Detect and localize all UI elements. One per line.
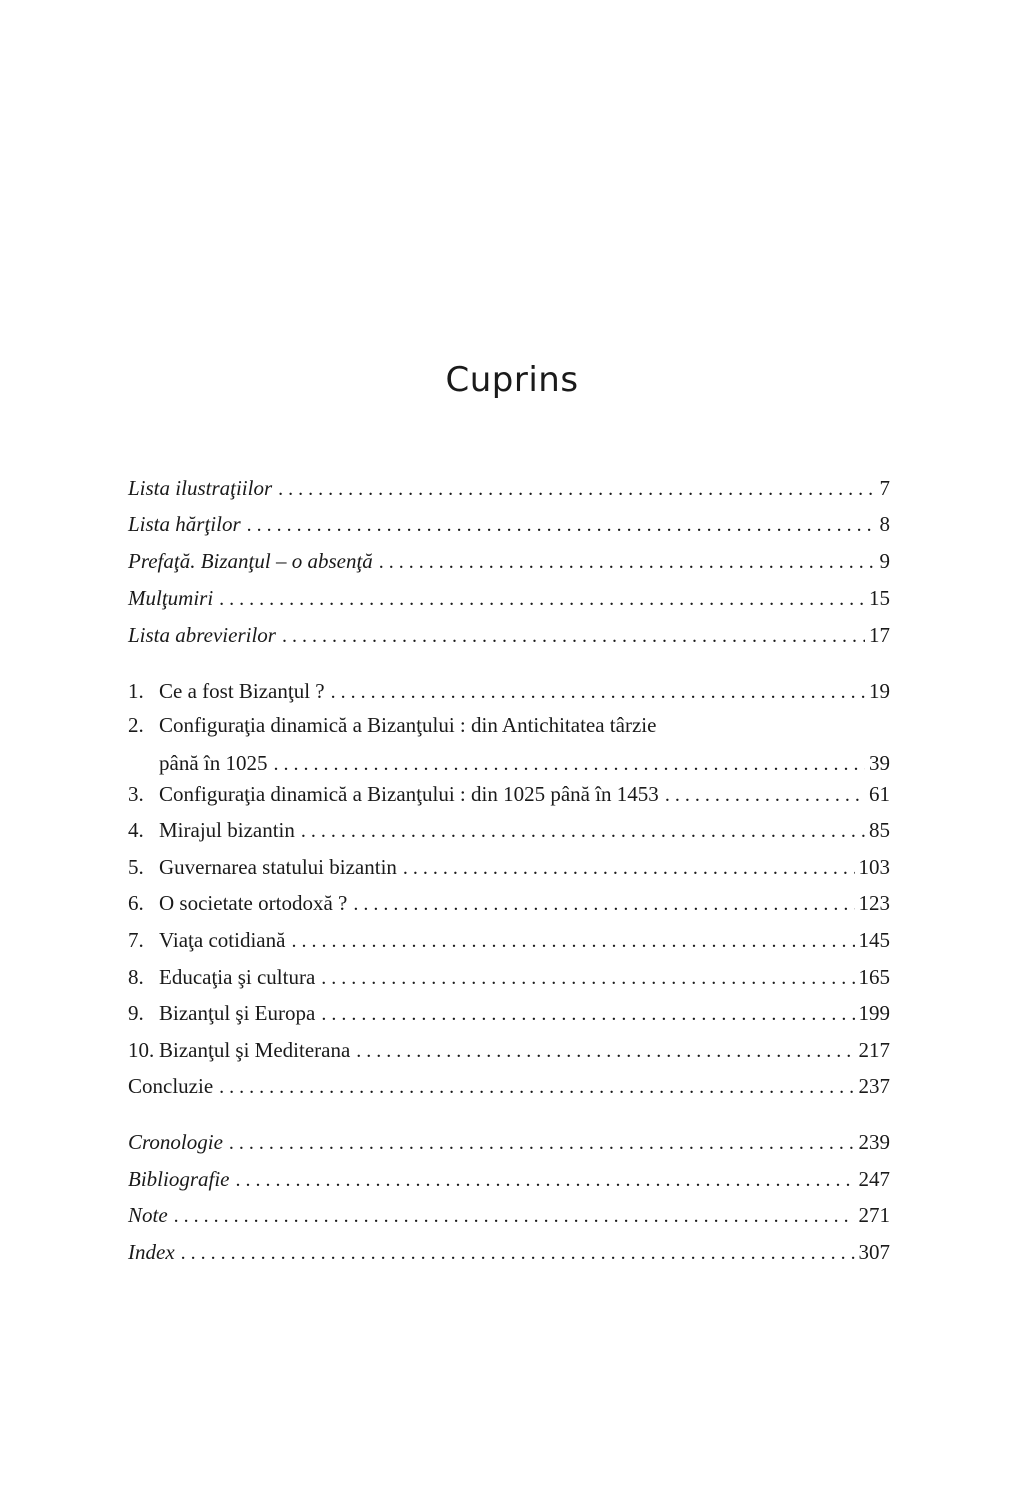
dot-leader [229,1127,855,1159]
toc-entry-page: 103 [858,855,890,879]
toc-entry-maps[interactable] [128,508,890,540]
toc-entry-label: Lista ilustraţiilor [128,476,273,500]
toc-entry-page: 17 [869,623,890,647]
toc-entry-bibliography[interactable] [128,1163,890,1195]
toc-entry-page: 217 [858,1038,890,1062]
chapter-number: 9. [128,1001,144,1025]
dot-leader [403,852,855,884]
toc-entry-page: 8 [879,512,890,536]
chapter-number: 6. [128,891,144,915]
toc-entry-page: 19 [869,679,890,703]
dot-leader [174,1200,855,1232]
toc-entry-label: Viaţa cotidiană [159,928,286,952]
toc-entry-label: Prefaţă. Bizanţul – o absenţă [128,549,373,573]
toc-entry-label: Mulţumiri [128,586,214,610]
chapter-number: 2. [128,713,144,737]
dot-leader [353,888,854,920]
toc-entry-preface[interactable] [128,545,890,577]
toc-entry-label: Configuraţia dinamică a Bizanţului : din 1025 până în 1453 [159,782,659,806]
dot-leader [291,925,854,957]
dot-leader [321,998,854,1030]
toc-entry-label: Cronologie [128,1130,223,1154]
chapter-number: 3. [128,782,144,806]
toc-entry-page: 165 [858,965,890,989]
chapter-number: 5. [128,855,144,879]
toc-chapter-6[interactable] [128,887,890,919]
chapter-number: 8. [128,965,144,989]
toc-entry-page: 239 [858,1130,890,1154]
dot-leader [321,962,854,994]
toc-entry-label: Educaţia şi cultura [159,965,316,989]
chapter-number: 7. [128,928,144,952]
toc-entry-page: 307 [858,1240,890,1264]
toc-chapter-1[interactable] [128,675,890,707]
dot-leader [273,748,865,780]
dot-leader [219,1071,854,1103]
toc-chapter-8[interactable] [128,961,890,993]
toc-entry-page: 39 [869,751,890,775]
toc-entry-page: 7 [879,476,890,500]
dot-leader [356,1035,854,1067]
toc-entry-conclusion[interactable] [128,1070,890,1102]
toc-entry-label: Lista hărţilor [128,512,241,536]
toc-entry-label: O societate ortodoxă ? [159,891,348,915]
dot-leader [379,546,876,578]
toc-chapter-9[interactable] [128,997,890,1029]
toc-entry-page: 199 [858,1001,890,1025]
toc-entry-page: 145 [858,928,890,952]
toc-entry-page: 123 [858,891,890,915]
toc-entry-page: 15 [869,586,890,610]
chapter-number: 4. [128,818,144,842]
dot-leader [282,620,865,652]
dot-leader [331,676,865,708]
toc-entry-label-line1: Configuraţia dinamică a Bizanţului : din Antichitatea târzie [159,713,657,737]
toc-entry-label: Lista abrevierilor [128,623,276,647]
toc-chapter-7[interactable] [128,924,890,956]
toc-entry-label: Note [128,1203,168,1227]
toc-chapter-10[interactable] [128,1034,890,1066]
toc-entry-label: Concluzie [128,1074,214,1098]
toc-entry-acknowledgements[interactable] [128,582,890,614]
toc-entry-index[interactable] [128,1236,890,1268]
toc-entry-page: 247 [858,1167,890,1191]
dot-leader [665,779,865,811]
toc-entry-abbreviations[interactable] [128,619,890,651]
dot-leader [247,509,876,541]
toc-entry-page: 271 [858,1203,890,1227]
toc-entry-page: 9 [879,549,890,573]
toc-entry-page: 61 [869,782,890,806]
toc-entry-label: Bibliografie [128,1167,230,1191]
toc-entry-label: Bizanţul şi Europa [159,1001,316,1025]
toc-entry-page: 85 [869,818,890,842]
toc-chapter-2[interactable] [128,713,890,779]
toc-entry-label: Guvernarea statului bizantin [159,855,397,879]
toc-chapter-3[interactable] [128,778,890,810]
toc-entry-label: Ce a fost Bizanţul ? [159,679,325,703]
toc-entry-notes[interactable] [128,1199,890,1231]
toc-entry-label: până în 1025 [159,751,268,775]
toc-entry-chronology[interactable] [128,1126,890,1158]
chapter-number: 1. [128,679,144,703]
toc-entry-illustrations[interactable] [128,472,890,504]
dot-leader [219,583,865,615]
toc-entry-page: 237 [858,1074,890,1098]
dot-leader [278,473,875,505]
toc-entry-label: Bizanţul şi Mediterana [159,1038,351,1062]
dot-leader [181,1237,855,1269]
toc-chapter-4[interactable] [128,814,890,846]
toc-entry-label: Mirajul bizantin [159,818,295,842]
page-title: Cuprins [445,360,579,400]
toc-chapter-5[interactable] [128,851,890,883]
dot-leader [236,1164,855,1196]
chapter-number: 10. [128,1038,155,1062]
dot-leader [301,815,865,847]
toc-entry-label: Index [128,1240,175,1264]
